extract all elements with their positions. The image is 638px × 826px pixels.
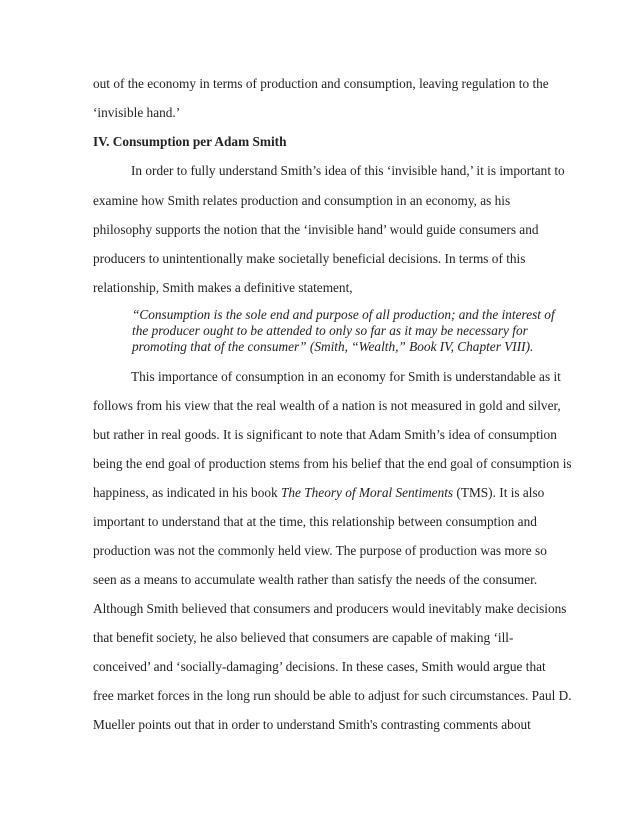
body-line: that benefit society, he also believed that consumers are capable of making ‘ill- xyxy=(93,630,514,645)
body-line: Mueller points out that in order to understand Smith's contrasting comments about xyxy=(93,717,531,732)
body-text: (TMS). It is also xyxy=(453,485,545,500)
body-line: examine how Smith relates production and consumption in an economy, as his xyxy=(93,193,511,208)
body-line: out of the economy in terms of production and consumption, leaving regulation to the xyxy=(93,76,549,91)
body-line: free market forces in the long run should be able to adjust for such circumstances. Paul D. xyxy=(93,688,572,703)
body-line: Although Smith believed that consumers and producers would inevitably make decisions xyxy=(93,601,567,616)
block-quote-line: promoting that of the consumer” (Smith, “Wealth,” Book IV, Chapter VIII). xyxy=(132,339,534,354)
body-line: but rather in real goods. It is significant to note that Adam Smith’s idea of consumption xyxy=(93,427,557,442)
body-line: producers to unintentionally make societally beneficial decisions. In terms of this xyxy=(93,251,526,266)
body-line xyxy=(93,485,544,501)
block-quote-line: the producer ought to be attended to only so far as it may be necessary for xyxy=(132,323,528,338)
body-line: ‘invisible hand.’ xyxy=(93,105,181,120)
body-line: conceived’ and ‘socially-damaging’ decisions. In these cases, Smith would argue that xyxy=(93,659,546,674)
body-line: philosophy supports the notion that the ‘invisible hand’ would guide consumers and xyxy=(93,222,539,237)
body-line: seen as a means to accumulate wealth rather than satisfy the needs of the consumer. xyxy=(93,572,538,587)
body-line: relationship, Smith makes a definitive statement, xyxy=(93,280,353,295)
body-line: In order to fully understand Smith’s idea of this ‘invisible hand,’ it is important to xyxy=(131,163,565,178)
body-line: being the end goal of production stems from his belief that the end goal of consumption is xyxy=(93,456,572,471)
body-text: happiness, as indicated in his book xyxy=(93,485,281,500)
body-line: important to understand that at the time, this relationship between consumption and xyxy=(93,514,537,529)
body-line: follows from his view that the real wealth of a nation is not measured in gold and silver, xyxy=(93,398,561,413)
book-title: The Theory of Moral Sentiments xyxy=(280,485,454,500)
body-line: production was not the commonly held view. The purpose of production was more so xyxy=(93,543,547,558)
section-heading: IV. Consumption per Adam Smith xyxy=(93,134,287,149)
block-quote-line: “Consumption is the sole end and purpose of all production; and the interest of xyxy=(132,307,555,322)
body-line: This importance of consumption in an economy for Smith is understandable as it xyxy=(131,369,561,384)
